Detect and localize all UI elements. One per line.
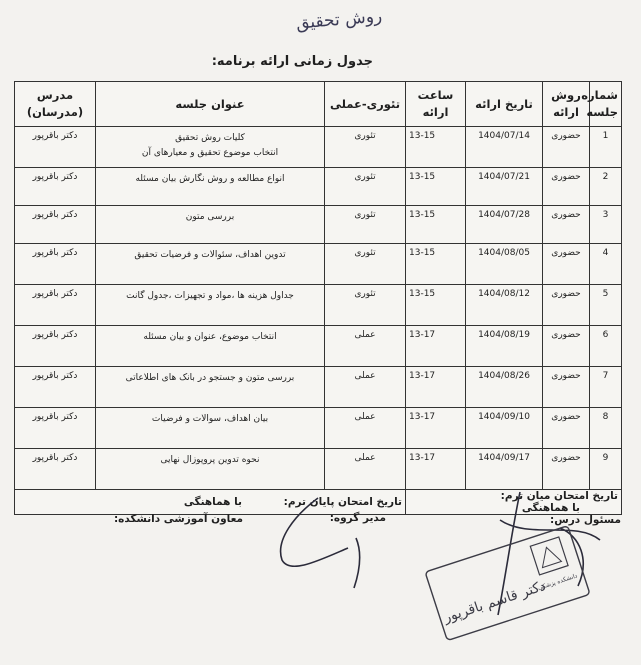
date-cell: 1404/09/17	[466, 449, 543, 490]
date-cell: 1404/08/12	[466, 285, 543, 326]
teacher-cell: دکتر باقرپور	[15, 367, 96, 408]
teacher-cell: دکتر باقرپور	[15, 449, 96, 490]
stamp-org: دانشکده پزشکی	[537, 572, 579, 592]
time-cell: 13-17	[406, 449, 466, 490]
type-cell: عملی	[325, 367, 406, 408]
topic-line: بیان اهداف، سوالات و فرضیات	[151, 414, 269, 424]
teacher-cell: دکتر باقرپور	[15, 244, 96, 285]
time-cell: 13-15	[406, 168, 466, 206]
topic-cell	[96, 168, 325, 206]
type-cell: عملی	[325, 326, 406, 367]
type-cell: عملی	[325, 408, 406, 449]
header-teacher: مدرس (مدرسان)	[15, 82, 96, 127]
method-cell: حضوری	[543, 285, 590, 326]
date-cell: 1404/09/10	[466, 408, 543, 449]
topic-line: انتخاب موضوع تحقیق و معیارهای آن	[141, 148, 279, 158]
topic-cell	[96, 449, 325, 490]
type-cell: تئوری	[325, 285, 406, 326]
date-cell: 1404/08/26	[466, 367, 543, 408]
method-cell: حضوری	[543, 367, 590, 408]
midterm-exam-label: تاریخ امتحان میان ترم:	[500, 490, 618, 502]
header-topic: عنوان جلسه	[96, 82, 325, 127]
topic-line: نحوه تدوین پروپوزال نهایی	[160, 455, 260, 465]
final-exam-cell	[15, 490, 406, 515]
session-number-cell: 5	[590, 285, 622, 326]
type-cell: تئوری	[325, 244, 406, 285]
time-cell: 13-15	[406, 244, 466, 285]
session-number-cell: 7	[590, 367, 622, 408]
date-cell: 1404/08/19	[466, 326, 543, 367]
table-row	[15, 449, 622, 490]
method-cell: حضوری	[543, 408, 590, 449]
time-cell: 13-17	[406, 367, 466, 408]
time-cell: 13-15	[406, 127, 466, 168]
method-cell: حضوری	[543, 326, 590, 367]
topic-line: انتخاب موضوع، عنوان و بیان مسئله	[143, 332, 277, 342]
final-exam-value: با هماهنگی	[183, 496, 242, 508]
topic-cell	[96, 206, 325, 244]
topic-line: کلیات روش تحقیق	[175, 133, 245, 143]
header-session-number: شماره جلسه	[590, 82, 622, 127]
schedule-table	[14, 81, 622, 515]
teacher-cell: دکتر باقرپور	[15, 408, 96, 449]
topic-cell	[96, 244, 325, 285]
table-row	[15, 127, 622, 168]
teacher-cell: دکتر باقرپور	[15, 326, 96, 367]
deputy-label: معاون آموزشی دانشکده:	[113, 513, 243, 525]
method-cell: حضوری	[543, 244, 590, 285]
session-number-cell: 6	[590, 326, 622, 367]
table-row	[15, 244, 622, 285]
topic-cell	[96, 285, 325, 326]
topic-line: بررسی متون و جستجو در بانک های اطلاعاتی	[125, 373, 295, 383]
method-cell: حضوری	[543, 449, 590, 490]
session-number-cell: 4	[590, 244, 622, 285]
teacher-cell: دکتر باقرپور	[15, 285, 96, 326]
table-row	[15, 326, 622, 367]
table-row	[15, 408, 622, 449]
session-number-cell: 3	[590, 206, 622, 244]
handwritten-course-title: روش تحقیق	[295, 6, 383, 34]
schedule-table-title: جدول زمانی ارائه برنامه:	[211, 54, 373, 69]
table-row	[15, 206, 622, 244]
session-number-cell: 1	[590, 127, 622, 168]
header-method: روش ارائه	[543, 82, 590, 127]
final-exam-label: تاریخ امتحان پایان ترم:	[283, 496, 402, 508]
topic-cell	[96, 408, 325, 449]
header-time: ساعت ارائه	[406, 82, 466, 127]
date-cell: 1404/07/21	[466, 168, 543, 206]
topic-cell	[96, 326, 325, 367]
table-row	[15, 168, 622, 206]
date-cell: 1404/08/05	[466, 244, 543, 285]
method-cell: حضوری	[543, 127, 590, 168]
type-cell: تئوری	[325, 127, 406, 168]
session-number-cell: 8	[590, 408, 622, 449]
topic-line: تدوین اهداف، سئوالات و فرضیات تحقیق	[134, 250, 286, 260]
time-cell: 13-15	[406, 206, 466, 244]
teacher-cell: دکتر باقرپور	[15, 127, 96, 168]
teacher-cell: دکتر باقرپور	[15, 168, 96, 206]
header-row	[15, 82, 622, 127]
midterm-exam-cell	[406, 490, 622, 515]
session-number-cell: 9	[590, 449, 622, 490]
table-row	[15, 367, 622, 408]
type-cell: تئوری	[325, 206, 406, 244]
header-date: تاریخ ارائه	[466, 82, 543, 127]
time-cell: 13-17	[406, 408, 466, 449]
session-number-cell: 2	[590, 168, 622, 206]
topic-line: جداول هزینه ها ،مواد و تجهیزات ،جدول گانت	[126, 291, 294, 301]
date-cell: 1404/07/14	[466, 127, 543, 168]
type-cell: تئوری	[325, 168, 406, 206]
time-cell: 13-17	[406, 326, 466, 367]
faculty-stamp	[425, 526, 590, 641]
type-cell: عملی	[325, 449, 406, 490]
teacher-cell: دکتر باقرپور	[15, 206, 96, 244]
date-cell: 1404/07/28	[466, 206, 543, 244]
course-lead-label: مسئول درس:	[550, 514, 621, 526]
midterm-exam-value: با هماهنگی	[521, 502, 580, 514]
method-cell: حضوری	[543, 206, 590, 244]
group-head-label: مدیر گروه:	[329, 512, 386, 524]
method-cell: حضوری	[543, 168, 590, 206]
topic-cell	[96, 127, 325, 168]
table-row	[15, 285, 622, 326]
topic-cell	[96, 367, 325, 408]
stamp-name: دکتر قاسم باقرپور	[441, 577, 548, 627]
topic-line: انواع مطالعه و روش نگارش بیان مسئله	[135, 174, 285, 184]
exam-row	[15, 490, 622, 515]
time-cell: 13-15	[406, 285, 466, 326]
header-type: تئوری-عملی	[325, 82, 406, 127]
topic-line: بررسی متون	[185, 212, 235, 222]
